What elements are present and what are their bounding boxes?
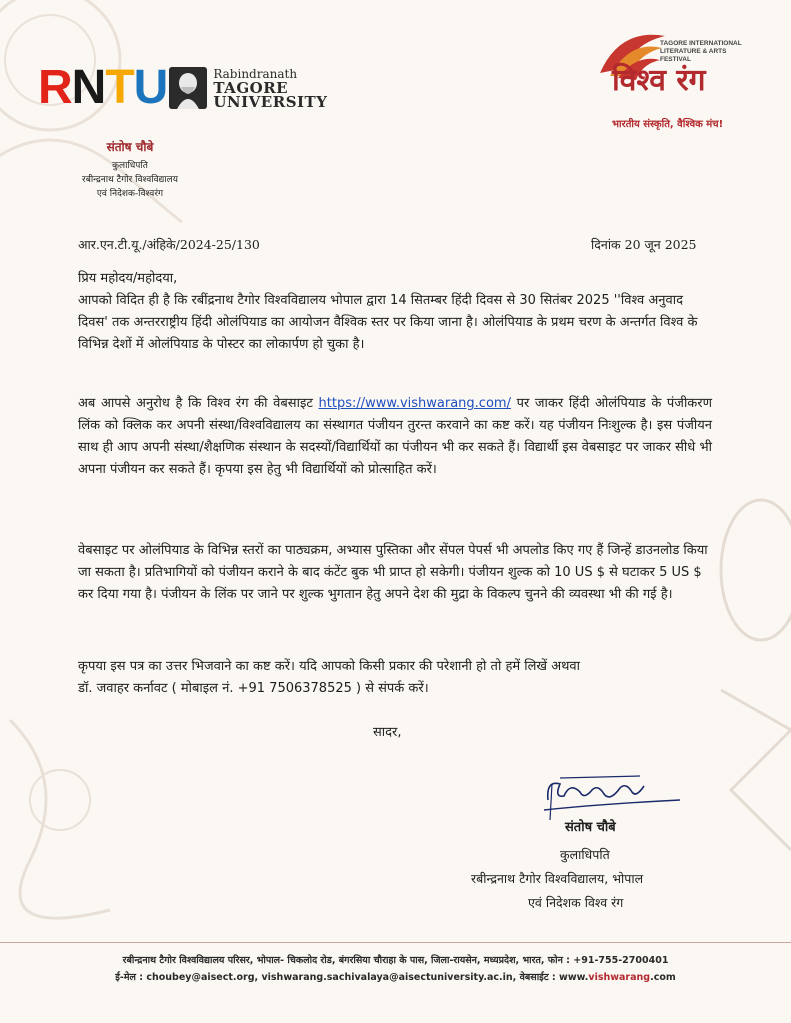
festival-subtitle-line: LITERATURE & ARTS FESTIVAL [660, 48, 727, 63]
tagore-portrait-icon [169, 67, 207, 109]
reference-number: आर.एन.टी.यू./अंहिके/2024-25/130 [78, 237, 260, 252]
footer-contact-text: .com [650, 972, 676, 983]
handwritten-signature [540, 770, 690, 822]
festival-name: विश्व रंग [612, 63, 706, 98]
rntu-wordmark [213, 67, 327, 109]
rntu-wordmark-line: Rabindranath [213, 67, 298, 81]
rntu-letter: T [105, 61, 134, 114]
decorative-ornament [0, 700, 150, 920]
footer-divider [0, 942, 791, 943]
rntu-logo [38, 61, 328, 114]
rntu-letter: R [38, 61, 72, 114]
paragraph-4-line: कृपया इस पत्र का उत्तर भिजवाने का कष्ट करें। यदि आपको किसी प्रकार की परेशानी हो तो हमें लिखें अथवा [78, 659, 581, 674]
paragraph-4 [78, 656, 712, 700]
letter-date: दिनांक 20 जून 2025 [591, 237, 697, 252]
footer-contact-text: ई-मेल : choubey@aisect.org, vishwarang.sachivalaya@aisectuniversity.ac.in, वेबसाईट : www. [115, 972, 589, 983]
festival-tagline: भारतीय संस्कृति, वैश्विक मंच! [612, 119, 724, 130]
salutation: प्रिय महोदय/महोदया, [78, 271, 178, 286]
footer [0, 952, 791, 986]
rntu-letter: U [133, 61, 168, 114]
sender-university: रबीन्द्रनाथ टैगोर विश्वविद्यालय [82, 175, 178, 185]
footer-website: vishwarang [588, 972, 651, 983]
festival-subtitle-line: TAGORE INTERNATIONAL [660, 40, 742, 47]
closing: सादर, [373, 725, 402, 740]
sender-block [50, 138, 210, 201]
rntu-wordmark-line: UNIVERSITY [213, 93, 328, 111]
footer-address: रबीन्द्रनाथ टैगोर विश्वविद्यालय परिसर, भोपाल- चिकलोद रोड, बंगरसिया चौराहा के पास, जिला-रायसेन, मध्यप्रदेश, भारत, फोन : +91-755-2700401 [122, 955, 669, 966]
paragraph-2-text: अब आपसे अनुरोध है कि विश्व रंग की वेबसाइट [78, 396, 313, 411]
paragraph-3: वेबसाइट पर ओलंपियाड के विभिन्न स्तरों का पाठ्यक्रम, अभ्यास पुस्तिका और सेंपल पेपर्स भी अपलोड किए गए हैं जिन्हें डाउनलोड किया जा सकता है। प्रतिभागियों को पंजीयन कराने के बाद कंटेंट बुक भी प्राप्त हो सकेगी। पंजीयन शुल्क को 10 US $ से घटाकर 5 US $ कर दिया गया है। पंजीयन के लिंक पर जाने पर शुल्क भुगतान हेतु अपने देश की मुद्रा के विकल्प चुनने की व्यवस्था भी की गई है। [78, 543, 708, 602]
signatory-name: संतोष चौबे [565, 820, 616, 835]
sender-title: कुलाधिपति [112, 161, 148, 171]
rntu-letter: N [71, 61, 106, 114]
footer-contact [0, 969, 791, 986]
sender-name: संतोष चौबे [106, 140, 154, 154]
rntu-wordmark-line: TAGORE [213, 79, 289, 97]
signatory-director: एवं निदेशक विश्व रंग [528, 895, 624, 910]
paragraph-2-text: पर जाकर हिंदी ओलंपियाड के पंजीकरण लिंक को क्लिक कर अपनी संस्था/विश्वविद्यालय का संस्थागत पंजीयन तुरन्त करवाने का कष्ट करें। यह पंजीयन निःशुल्क है। इस पंजीयन साथ ही आप अपनी संस्था/शैक्षणिक संस्थान के सदस्यों/विद्यार्थियों का पंजीयन भी कर सकते हैं। विद्यार्थी इस वेबसाइट पर जाकर सीधे भी अपना पंजीयन कर सकते हैं। कृपया इस हेतु भी विद्यार्थियों को प्रोत्साहित करें। [78, 396, 713, 477]
rntu-logo-letters [38, 61, 168, 114]
paragraph-1: आपको विदित ही है कि रबींद्रनाथ टैगोर विश्वविद्यालय भोपाल द्वारा 14 सितम्बर हिंदी दिवस से 30 सितंबर 2025 ''विश्व अनुवाद दिवस' तक अन्तरराष्ट्रीय हिंदी ओलंपियाड का आयोजन वैश्विक स्तर पर किया जाना है। ओलंपियाड के प्रथम चरण के अन्तर्गत विश्व के विभिन्न देशों में ओलंपियाड के पोस्टर का लोकार्पण हो चुका है। [78, 293, 698, 352]
signatory-university: रबीन्द्रनाथ टैगोर विश्वविद्यालय, भोपाल [471, 871, 644, 886]
signatory-title: कुलाधिपति [560, 847, 610, 862]
paragraph-2 [78, 393, 712, 481]
vishwarang-website-link[interactable]: https://www.vishwarang.com/ [318, 396, 511, 411]
paragraph-4-line: डॉ. जवाहर कर्नावट ( मोबाइल नं. +91 7506378525 ) से संपर्क करें। [78, 681, 429, 696]
sender-director: एवं निदेशक-विश्वरंग [96, 189, 164, 199]
